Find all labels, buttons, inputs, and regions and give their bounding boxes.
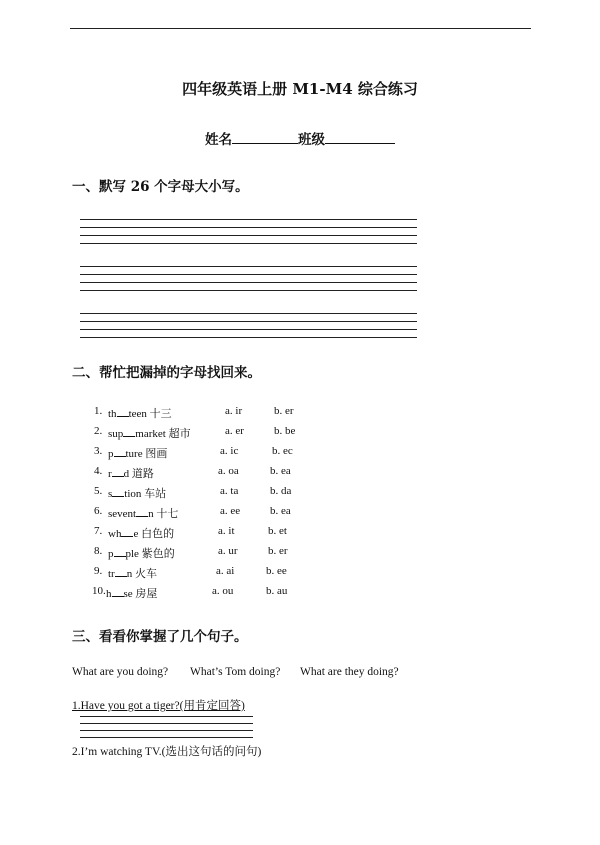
missing-letter-blank[interactable] [112,466,124,477]
word-suffix: e 白色的 [133,528,175,540]
sentence-option-3: What are they doing? [300,666,399,678]
item-word [106,585,157,601]
word-suffix: se 房屋 [123,588,158,600]
missing-letter-blank[interactable] [117,406,129,417]
item-word [108,505,178,521]
item-number: 5. [94,485,103,497]
missing-letter-blank[interactable] [121,526,133,537]
name-class-line [205,128,395,148]
word-suffix: ture 图画 [125,448,168,460]
word-suffix: n 火车 [126,568,157,580]
option-b[interactable]: b. er [268,545,288,557]
option-b[interactable]: b. au [266,585,288,597]
option-b[interactable]: b. ea [270,505,291,517]
writing-line [80,321,417,322]
word-prefix: h [106,588,112,600]
word-prefix: sup [108,428,124,440]
missing-letter-blank[interactable] [136,506,148,517]
writing-line [80,313,417,314]
option-b[interactable]: b. ee [266,565,287,577]
word-suffix: n 十七 [148,508,179,520]
item-number: 8. [94,545,103,557]
word-suffix: market 超市 [135,428,191,440]
word-suffix: tion 车站 [124,488,167,500]
item-word [108,545,175,561]
option-a[interactable]: a. ee [220,505,241,517]
name-blank[interactable] [232,130,298,144]
item-number: 10. [92,585,106,597]
item-number: 3. [94,445,103,457]
section2-heading: 二、帮忙把漏掉的字母找回来。 [72,365,261,381]
writing-line [80,219,417,220]
option-a[interactable]: a. ur [218,545,238,557]
option-a[interactable]: a. ai [216,565,235,577]
page-title: 四年级英语上册 M1-M4 综合练习 [182,80,418,98]
writing-line [80,243,417,244]
option-a[interactable]: a. er [225,425,244,437]
sentence-option-2: What’s Tom doing? [190,666,281,678]
item-number: 2. [94,425,103,437]
sentence-option-1: What are you doing? [72,666,169,678]
item-word [108,525,174,541]
option-a[interactable]: a. oa [218,465,239,477]
answer-line[interactable] [80,730,253,731]
option-b[interactable]: b. ec [272,445,293,457]
option-b[interactable]: b. be [274,425,296,437]
word-prefix: sevent [108,508,137,520]
missing-letter-blank[interactable] [112,586,124,597]
answer-line[interactable] [80,723,253,724]
word-prefix: tr [108,568,115,580]
writing-line [80,282,417,283]
word-prefix: th [108,408,117,420]
class-blank[interactable] [325,130,395,144]
item-word [108,465,154,481]
class-label: 班级 [298,132,325,148]
option-b[interactable]: b. ea [270,465,291,477]
question-2: 2.I’m watching TV.(选出这句话的问句) [72,746,262,758]
section3-heading: 三、看看你掌握了几个句子。 [72,629,248,645]
item-number: 4. [94,465,103,477]
option-b[interactable]: b. da [270,485,292,497]
writing-line [80,227,417,228]
writing-line [80,337,417,338]
missing-letter-blank[interactable] [115,566,127,577]
answer-line[interactable] [80,737,253,738]
option-a[interactable]: a. ic [220,445,239,457]
word-prefix: p [108,548,114,560]
answer-line[interactable] [80,716,253,717]
top-rule [70,28,531,29]
item-number: 9. [94,565,103,577]
word-prefix: s [108,488,113,500]
option-a[interactable]: a. ou [212,585,234,597]
word-suffix: ple 紫色的 [125,548,175,560]
missing-letter-blank[interactable] [112,486,124,497]
word-prefix: wh [108,528,122,540]
item-word [108,445,167,461]
writing-line [80,290,417,291]
word-prefix: p [108,448,114,460]
option-b[interactable]: b. er [274,405,294,417]
option-a[interactable]: a. ta [220,485,239,497]
word-prefix: r [108,468,112,480]
item-number: 6. [94,505,103,517]
item-number: 7. [94,525,103,537]
item-word [108,565,157,581]
question-1: 1.Have you got a tiger?(用肯定回答) [72,700,245,712]
option-a[interactable]: a. ir [225,405,243,417]
writing-line [80,266,417,267]
item-word [108,425,191,441]
missing-letter-blank[interactable] [114,546,126,557]
word-suffix: teen 十三 [128,408,172,420]
option-b[interactable]: b. et [268,525,287,537]
item-word [108,485,166,501]
writing-line [80,274,417,275]
item-word [108,405,172,421]
section1-heading: 一、默写 26 个字母大小写。 [72,179,249,195]
item-number: 1. [94,405,103,417]
writing-line [80,235,417,236]
name-label: 姓名 [205,132,232,148]
missing-letter-blank[interactable] [114,446,126,457]
option-a[interactable]: a. it [218,525,235,537]
missing-letter-blank[interactable] [123,426,135,437]
writing-line [80,329,417,330]
word-suffix: d 道路 [123,468,154,480]
